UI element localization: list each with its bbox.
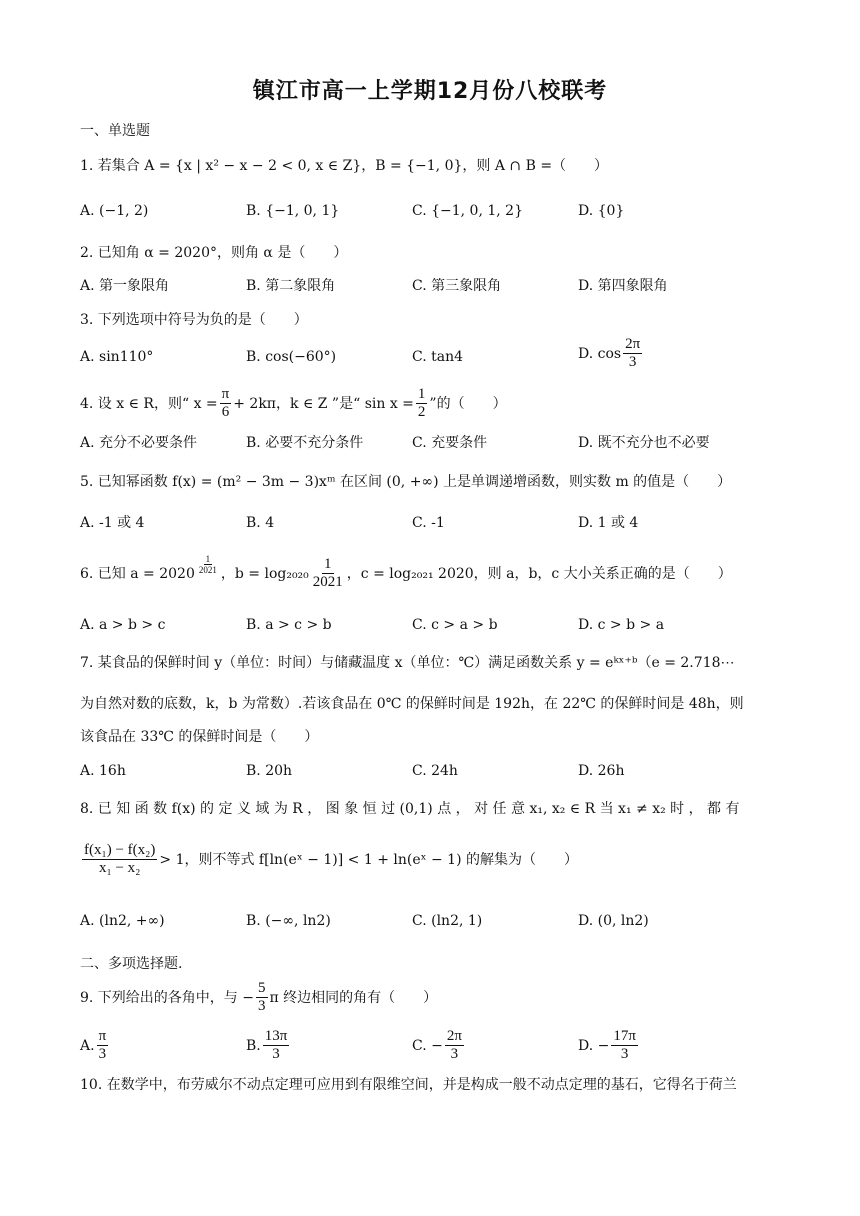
- question-8-option-c: C. (ln2, 1): [412, 913, 483, 929]
- fraction: $\frac{\pi}{6}$: [221, 386, 230, 420]
- question-10-stem: 10. 在数学中，布劳威尔不动点定理可应用到有限维空间，并是构成一般不动点定理的基石，它得名于荷兰: [80, 1077, 737, 1093]
- question-4-option-b: B. 必要不充分条件: [246, 435, 364, 451]
- question-2-stem: 2. 已知角 α = 2020°，则角 α 是（ ）: [80, 245, 348, 261]
- section-heading-single-choice: 一、单选题: [80, 123, 150, 139]
- question-1-option-b: B. {−1, 0, 1}: [246, 203, 340, 219]
- page-title: 镇江市高一上学期12月份八校联考: [252, 79, 608, 104]
- fraction: $\frac{\pi}{3}$: [98, 1028, 107, 1062]
- question-2-option-d: D. 第四象限角: [578, 278, 668, 294]
- question-6-option-a: A. a > b > c: [80, 617, 166, 633]
- exponent-fraction: $\frac{1}{2021}$: [198, 554, 217, 575]
- question-9-option-d: D. − $\frac{17\pi}{3}$: [578, 1028, 636, 1062]
- question-8-stem-line-2: $\frac{\text{f(x₁) − f(x₂)}}{\text{x₁ − x₂}}$ > 1，则不等式 f[ln(eˣ − 1)] < 1 + ln(eˣ − 1) 的解集为（ ）: [84, 842, 579, 876]
- question-4-option-a: A. 充分不必要条件: [80, 435, 198, 451]
- question-5-option-c: C. -1: [412, 515, 445, 531]
- question-3-option-c: C. tan4: [412, 349, 464, 365]
- question-6-option-b: B. a > c > b: [246, 617, 332, 633]
- question-7-stem-line-3: 该食品在 33℃ 的保鲜时间是（ ）: [80, 729, 319, 745]
- question-2-option-c: C. 第三象限角: [412, 278, 502, 294]
- question-8-stem-line-1: 8. 已 知 函 数 f(x) 的 定 义 域 为 R ， 图 象 恒 过 (0,1) 点 ， 对 任 意 x₁, x₂ ∈ R 当 x₁ ≠ x₂ 时 ， 都 有: [80, 801, 740, 817]
- question-7-option-c: C. 24h: [412, 763, 458, 779]
- question-5-option-d: D. 1 或 4: [578, 515, 639, 531]
- question-6-stem: 6. 已知 a = 2020 $\frac{1}{2021}$ ，b = log₂₀₂₀ $\frac{1}{2021}$ ，c = log₂₀₂₁ 2020，则 a，b，c 大小关系正确的是（ ）: [80, 554, 732, 590]
- question-4-option-d: D. 既不充分也不必要: [578, 435, 710, 451]
- fraction: $\frac{1}{2021}$: [312, 556, 343, 590]
- question-1-option-a: A. (−1, 2): [80, 203, 149, 219]
- fraction: $\frac{13\pi}{3}$: [264, 1028, 288, 1062]
- question-8-option-a: A. (ln2, +∞): [80, 913, 165, 929]
- question-1-stem: 1. 若集合 A = {x | x² − x − 2 < 0, x ∈ Z}，B = {−1, 0}，则 A ∩ B =（ ）: [80, 158, 609, 174]
- question-5-stem: 5. 已知幂函数 f(x) = (m² − 3m − 3)xᵐ 在区间 (0, +∞) 上是单调递增函数，则实数 m 的值是（ ）: [80, 474, 732, 490]
- question-4-stem: 4. 设 x ∈ R，则“ x = $\frac{\pi}{6}$ + 2kπ，k ∈ Z ”是“ sin x = $\frac{1}{2}$ ”的（ ）: [80, 386, 507, 420]
- question-6-option-d: D. c > b > a: [578, 617, 665, 633]
- question-3-stem: 3. 下列选项中符号为负的是（ ）: [80, 312, 308, 328]
- fraction: $\frac{1}{2}$: [417, 386, 426, 420]
- fraction: $\frac{2\pi}{3}$: [446, 1028, 462, 1062]
- fraction: $\frac{5}{3}$: [258, 980, 266, 1014]
- question-2-option-a: A. 第一象限角: [80, 278, 170, 294]
- section-heading-multiple-choice: 二、多项选择题.: [80, 956, 183, 972]
- question-6-option-c: C. c > a > b: [412, 617, 498, 633]
- question-9-stem: 9. 下列给出的各角中，与 − $\frac{5}{3}$ π 终边相同的角有（ ）: [80, 980, 438, 1014]
- question-4-option-c: C. 充要条件: [412, 435, 488, 451]
- question-2-option-b: B. 第二象限角: [246, 278, 336, 294]
- question-3-option-d-label: D. cos: [578, 345, 622, 362]
- question-9-option-a: A. $\frac{\pi}{3}$: [80, 1028, 107, 1062]
- question-9-option-b: B. $\frac{13\pi}{3}$: [246, 1028, 288, 1062]
- question-8-option-b: B. (−∞, ln2): [246, 913, 331, 929]
- question-7-stem-line-2: 为自然对数的底数，k，b 为常数）.若该食品在 0℃ 的保鲜时间是 192h，在 22℃ 的保鲜时间是 48h，则: [80, 696, 744, 712]
- fraction: $\frac{17\pi}{3}$: [613, 1028, 636, 1062]
- question-7-option-d: D. 26h: [578, 763, 625, 779]
- question-3-option-d: [578, 336, 644, 371]
- question-3-option-a: A. sin110°: [80, 349, 154, 365]
- fraction: $\frac{2\pi}{3}$: [625, 336, 641, 370]
- question-5-option-a: A. -1 或 4: [80, 515, 145, 531]
- question-1-option-c: C. {−1, 0, 1, 2}: [412, 203, 523, 219]
- fraction: $\frac{\text{f(x₁) − f(x₂)}}{\text{x₁ − x₂}}$: [84, 842, 156, 876]
- question-7-option-a: A. 16h: [80, 763, 126, 779]
- question-7-option-b: B. 20h: [246, 763, 293, 779]
- question-3-option-b: B. cos(−60°): [246, 349, 337, 365]
- question-8-option-d: D. (0, ln2): [578, 913, 649, 929]
- question-5-option-b: B. 4: [246, 515, 275, 531]
- question-1-option-d: D. {0}: [578, 203, 625, 219]
- question-7-stem-line-1: 7. 某食品的保鲜时间 y（单位：时间）与储藏温度 x（单位：℃）满足函数关系 y = eᵏˣ⁺ᵇ（e = 2.718⋯: [80, 655, 735, 671]
- question-9-option-c: C. − $\frac{2\pi}{3}$: [412, 1028, 462, 1062]
